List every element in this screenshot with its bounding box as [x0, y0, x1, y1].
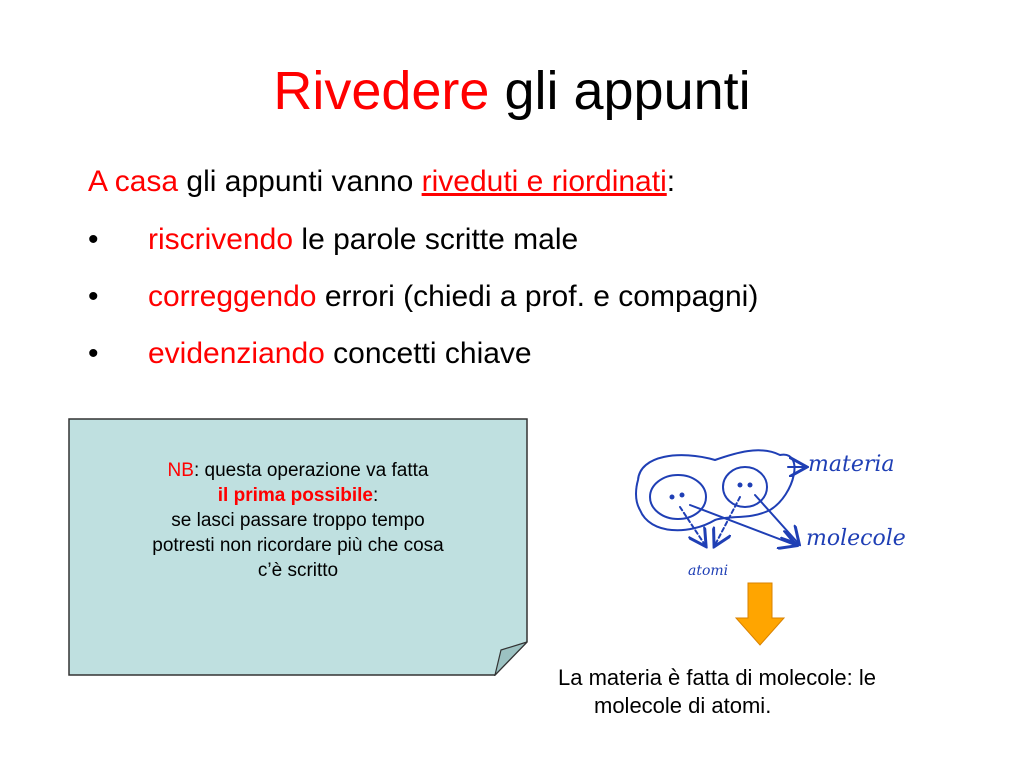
- title-highlight: Rivedere: [273, 61, 490, 121]
- caption-line1: La materia è fatta di molecole: le: [558, 665, 876, 690]
- bullet-dot: •: [88, 280, 99, 313]
- intro-highlight-underlined: riveduti e riordinati: [421, 165, 667, 198]
- matter-outline: [636, 450, 794, 530]
- note-bold-colon: :: [372, 485, 379, 506]
- intro-colon: :: [666, 165, 676, 198]
- caption: [558, 664, 978, 720]
- bullet-verb: evidenziando: [148, 337, 325, 370]
- bullet-rest: concetti chiave: [333, 337, 532, 370]
- intro-a: A: [88, 165, 107, 198]
- note-text: [88, 458, 508, 583]
- bullet-verb: correggendo: [148, 280, 317, 313]
- sketch-label-atomi: atomi: [688, 563, 729, 579]
- sketch-label-molecole: molecole: [806, 526, 906, 551]
- bullet-verb: riscrivendo: [148, 223, 294, 256]
- note-nb: NB: [167, 460, 194, 481]
- note-line5: c’è scritto: [257, 560, 339, 581]
- intro-line: [88, 162, 675, 202]
- caption-line2: molecole di atomi.: [594, 693, 772, 718]
- intro-middle: gli appunti vanno: [186, 165, 414, 198]
- bullet-dot: •: [88, 337, 99, 370]
- title-rest: gli appunti: [504, 61, 751, 121]
- down-arrow-icon: [735, 582, 785, 646]
- note-line1: : questa operazione va fatta: [193, 460, 429, 481]
- note-line4: potresti non ricordare più che cosa: [152, 535, 444, 556]
- bullet-rest: errori (chiedi a prof. e compagni): [324, 280, 759, 313]
- bullet-rest: le parole scritte male: [301, 223, 579, 256]
- molecule-left: [650, 475, 706, 519]
- bullet-dot: •: [88, 223, 99, 256]
- sketch-label-materia: materia: [808, 452, 895, 477]
- intro-casa: casa: [114, 165, 179, 198]
- slide-title: [0, 58, 1024, 124]
- note-line3: se lasci passare troppo tempo: [171, 510, 425, 531]
- note-box: [68, 418, 528, 676]
- handdrawn-sketch: [620, 425, 920, 585]
- note-bold: il prima possibile: [217, 485, 373, 506]
